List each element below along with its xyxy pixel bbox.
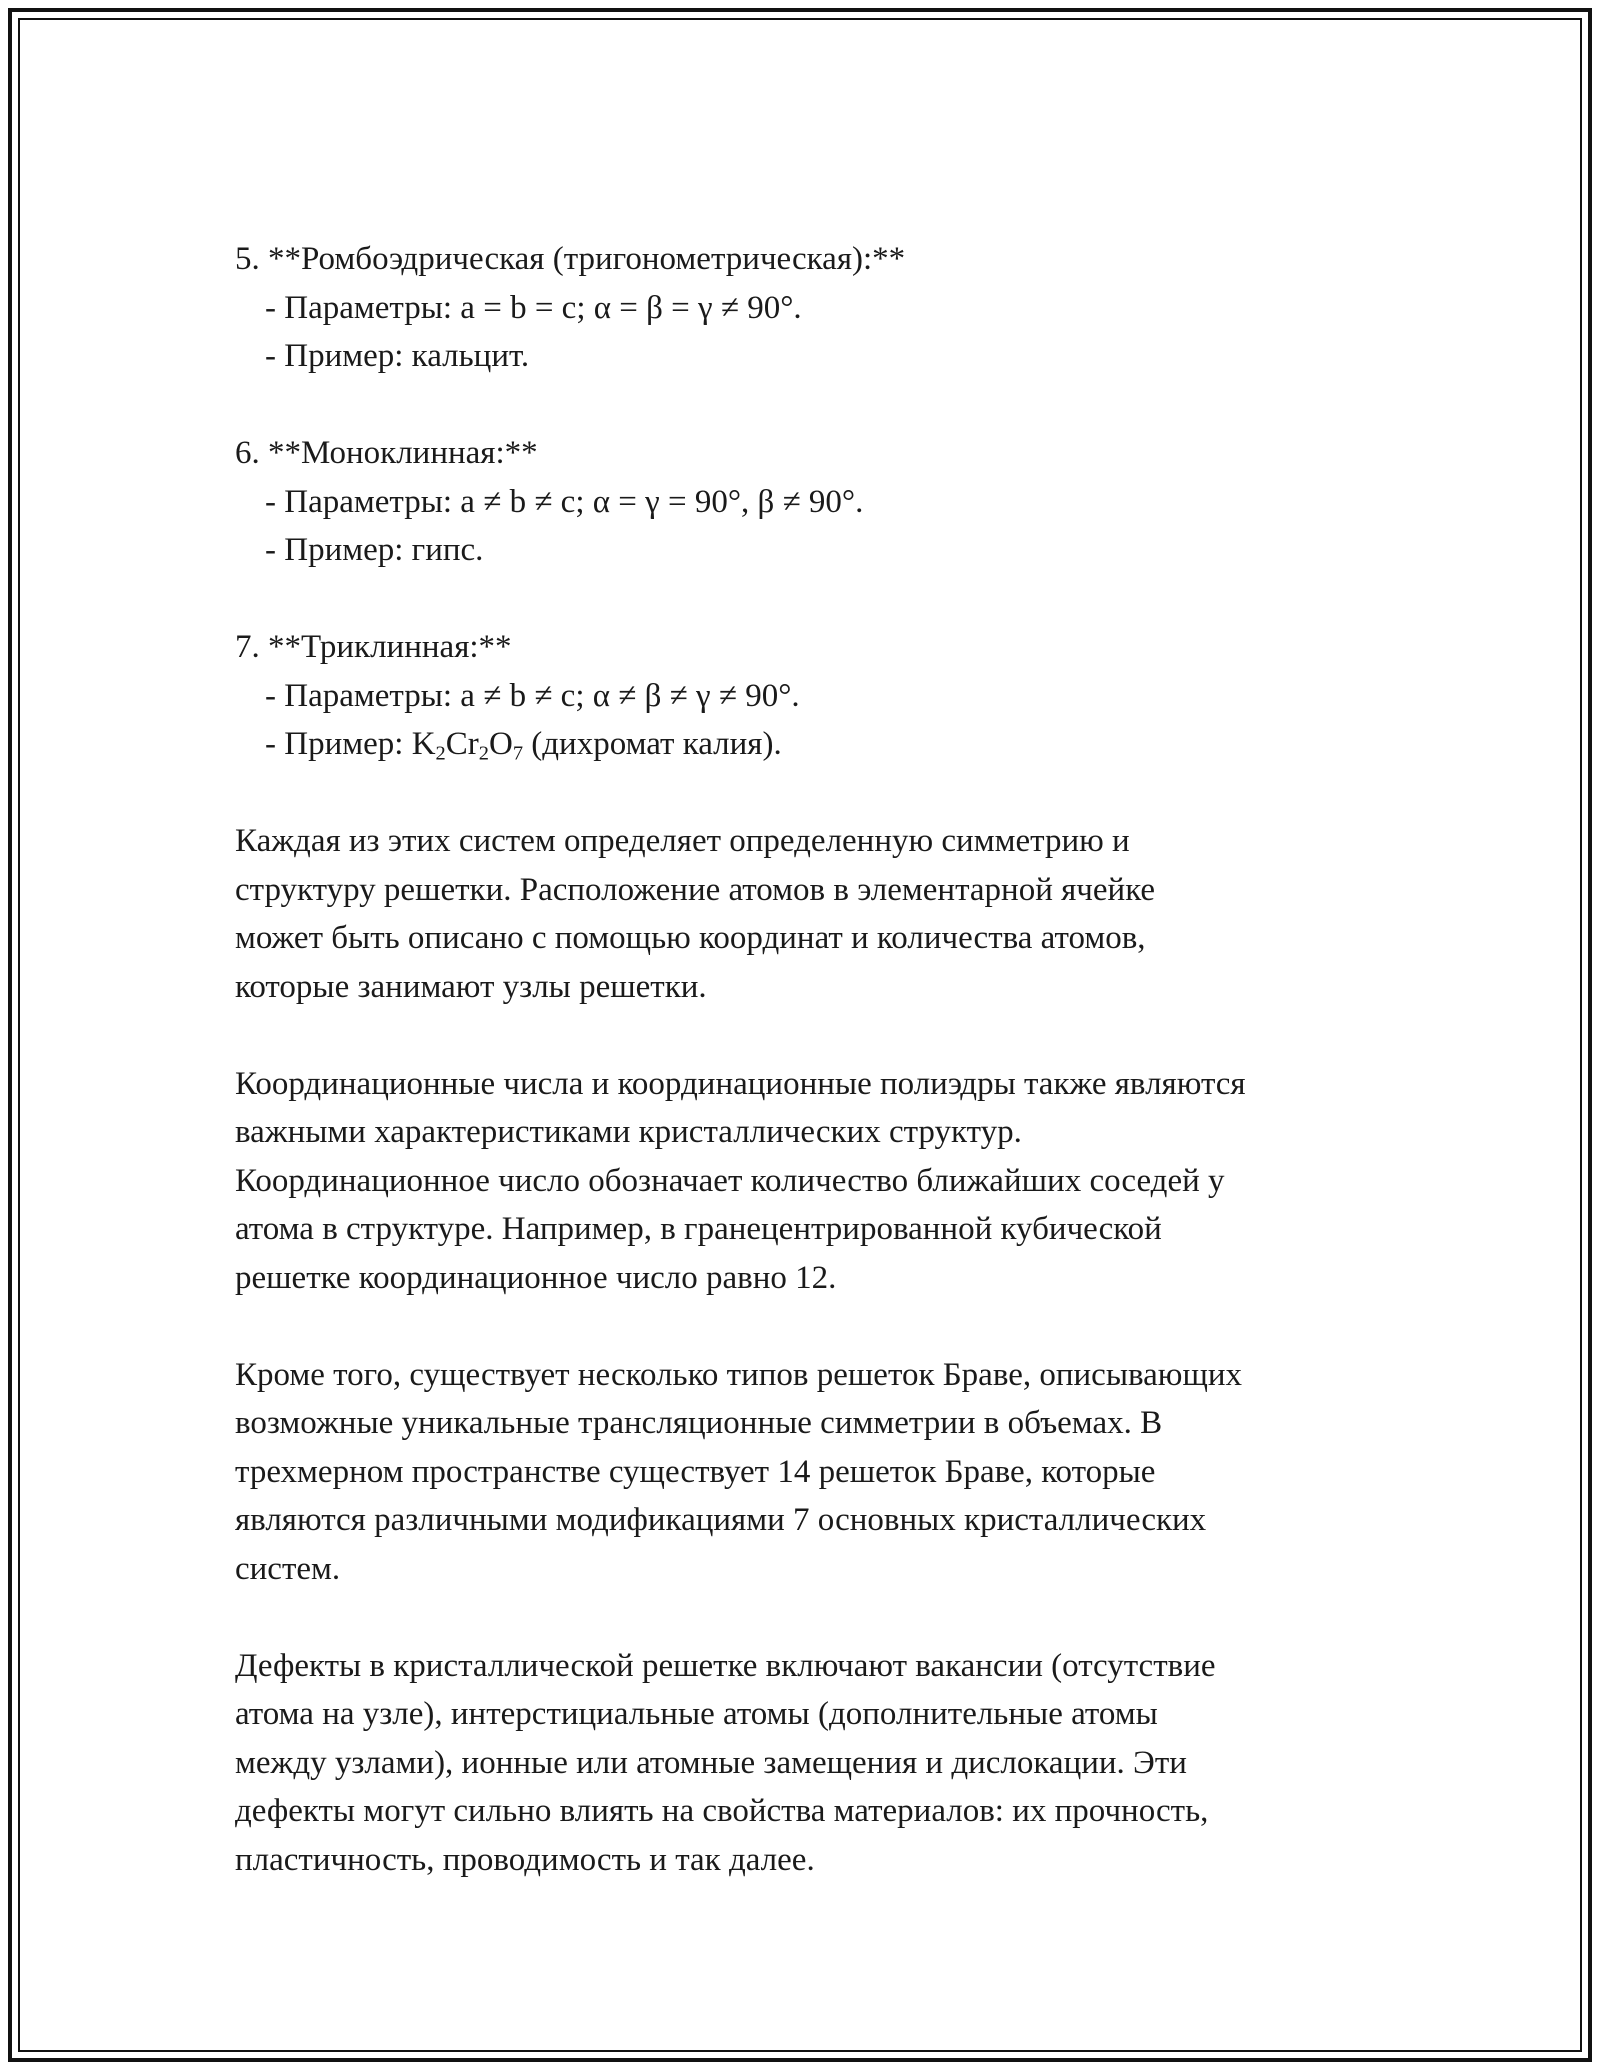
paragraph-line: являются различными модификациями 7 основных кристаллических bbox=[235, 1502, 1207, 1538]
paragraph-line: структуру решетки. Расположение атомов в элементарной ячейке bbox=[235, 871, 1156, 908]
system-heading: 5. **Ромбоэдрическая (тригонометрическая):** bbox=[235, 241, 906, 277]
formula-element: Cr bbox=[445, 726, 479, 762]
paragraph-line: Дефекты в кристаллической решетке включают вакансии (отсутствие bbox=[235, 1647, 1216, 1684]
system-example bbox=[235, 720, 1400, 769]
paragraph-line: решетке координационное число равно 12. bbox=[235, 1259, 837, 1296]
system-item-monoclinic bbox=[235, 429, 1400, 575]
chemical-formula bbox=[411, 726, 524, 765]
paragraph-line: Кроме того, существует несколько типов решеток Браве, описывающих bbox=[235, 1356, 1243, 1393]
system-heading: 6. **Моноклинная:** bbox=[235, 435, 538, 471]
system-item-rhombohedral bbox=[235, 235, 1400, 381]
paragraph-line: дефекты могут сильно влиять на свойства материалов: их прочность, bbox=[235, 1793, 1209, 1829]
paragraph-line: трехмерном пространстве существует 14 решеток Браве, которые bbox=[235, 1453, 1156, 1490]
formula-subscript: 2 bbox=[478, 742, 489, 765]
example-prefix: - Пример: bbox=[265, 726, 412, 762]
paragraph-line: которые занимают узлы решетки. bbox=[235, 968, 707, 1005]
paragraph-line: пластичность, проводимость и так далее. bbox=[235, 1841, 815, 1878]
document-body bbox=[235, 235, 1400, 1933]
paragraph-line: Координационные числа и координационные полиэдры также являются bbox=[235, 1065, 1246, 1102]
paragraph-line: атома в структуре. Например, в гранецентрированной кубической bbox=[235, 1211, 1162, 1247]
paragraph-line: атома на узле), интерстициальные атомы (дополнительные атомы bbox=[235, 1696, 1158, 1732]
paragraph-symmetry bbox=[235, 817, 1400, 1011]
paragraph-coordination bbox=[235, 1060, 1400, 1303]
system-parameters: - Параметры: a = b = c; α = β = γ ≠ 90°. bbox=[265, 289, 802, 326]
paragraph-defects bbox=[235, 1642, 1400, 1885]
formula-element: O bbox=[488, 726, 513, 762]
system-parameters: - Параметры: a ≠ b ≠ c; α = γ = 90°, β ≠ 90°. bbox=[265, 483, 864, 520]
system-item-triclinic bbox=[235, 623, 1400, 769]
paragraph-line: может быть описано с помощью координат и количества атомов, bbox=[235, 920, 1146, 956]
paragraph-line: важными характеристиками кристаллических структур. bbox=[235, 1114, 1022, 1150]
example-suffix: (дихромат калия). bbox=[523, 726, 782, 762]
system-parameters: - Параметры: a ≠ b ≠ c; α ≠ β ≠ γ ≠ 90°. bbox=[265, 677, 800, 714]
system-example: - Пример: кальцит. bbox=[265, 338, 530, 374]
formula-element: K bbox=[411, 726, 436, 762]
paragraph-line: Координационное число обозначает количество ближайших соседей у bbox=[235, 1162, 1225, 1199]
paragraph-line: возможные уникальные трансляционные симметрии в объемах. В bbox=[235, 1405, 1163, 1441]
system-example: - Пример: гипс. bbox=[265, 532, 484, 568]
formula-subscript: 2 bbox=[435, 742, 446, 765]
system-heading: 7. **Триклинная:** bbox=[235, 629, 512, 665]
formula-subscript: 7 bbox=[512, 742, 524, 765]
paragraph-line: систем. bbox=[235, 1550, 341, 1587]
paragraph-line: между узлами), ионные или атомные замещения и дислокации. Эти bbox=[235, 1744, 1187, 1781]
paragraph-bravais bbox=[235, 1351, 1400, 1594]
paragraph-line: Каждая из этих систем определяет определенную симметрию и bbox=[235, 823, 1130, 859]
